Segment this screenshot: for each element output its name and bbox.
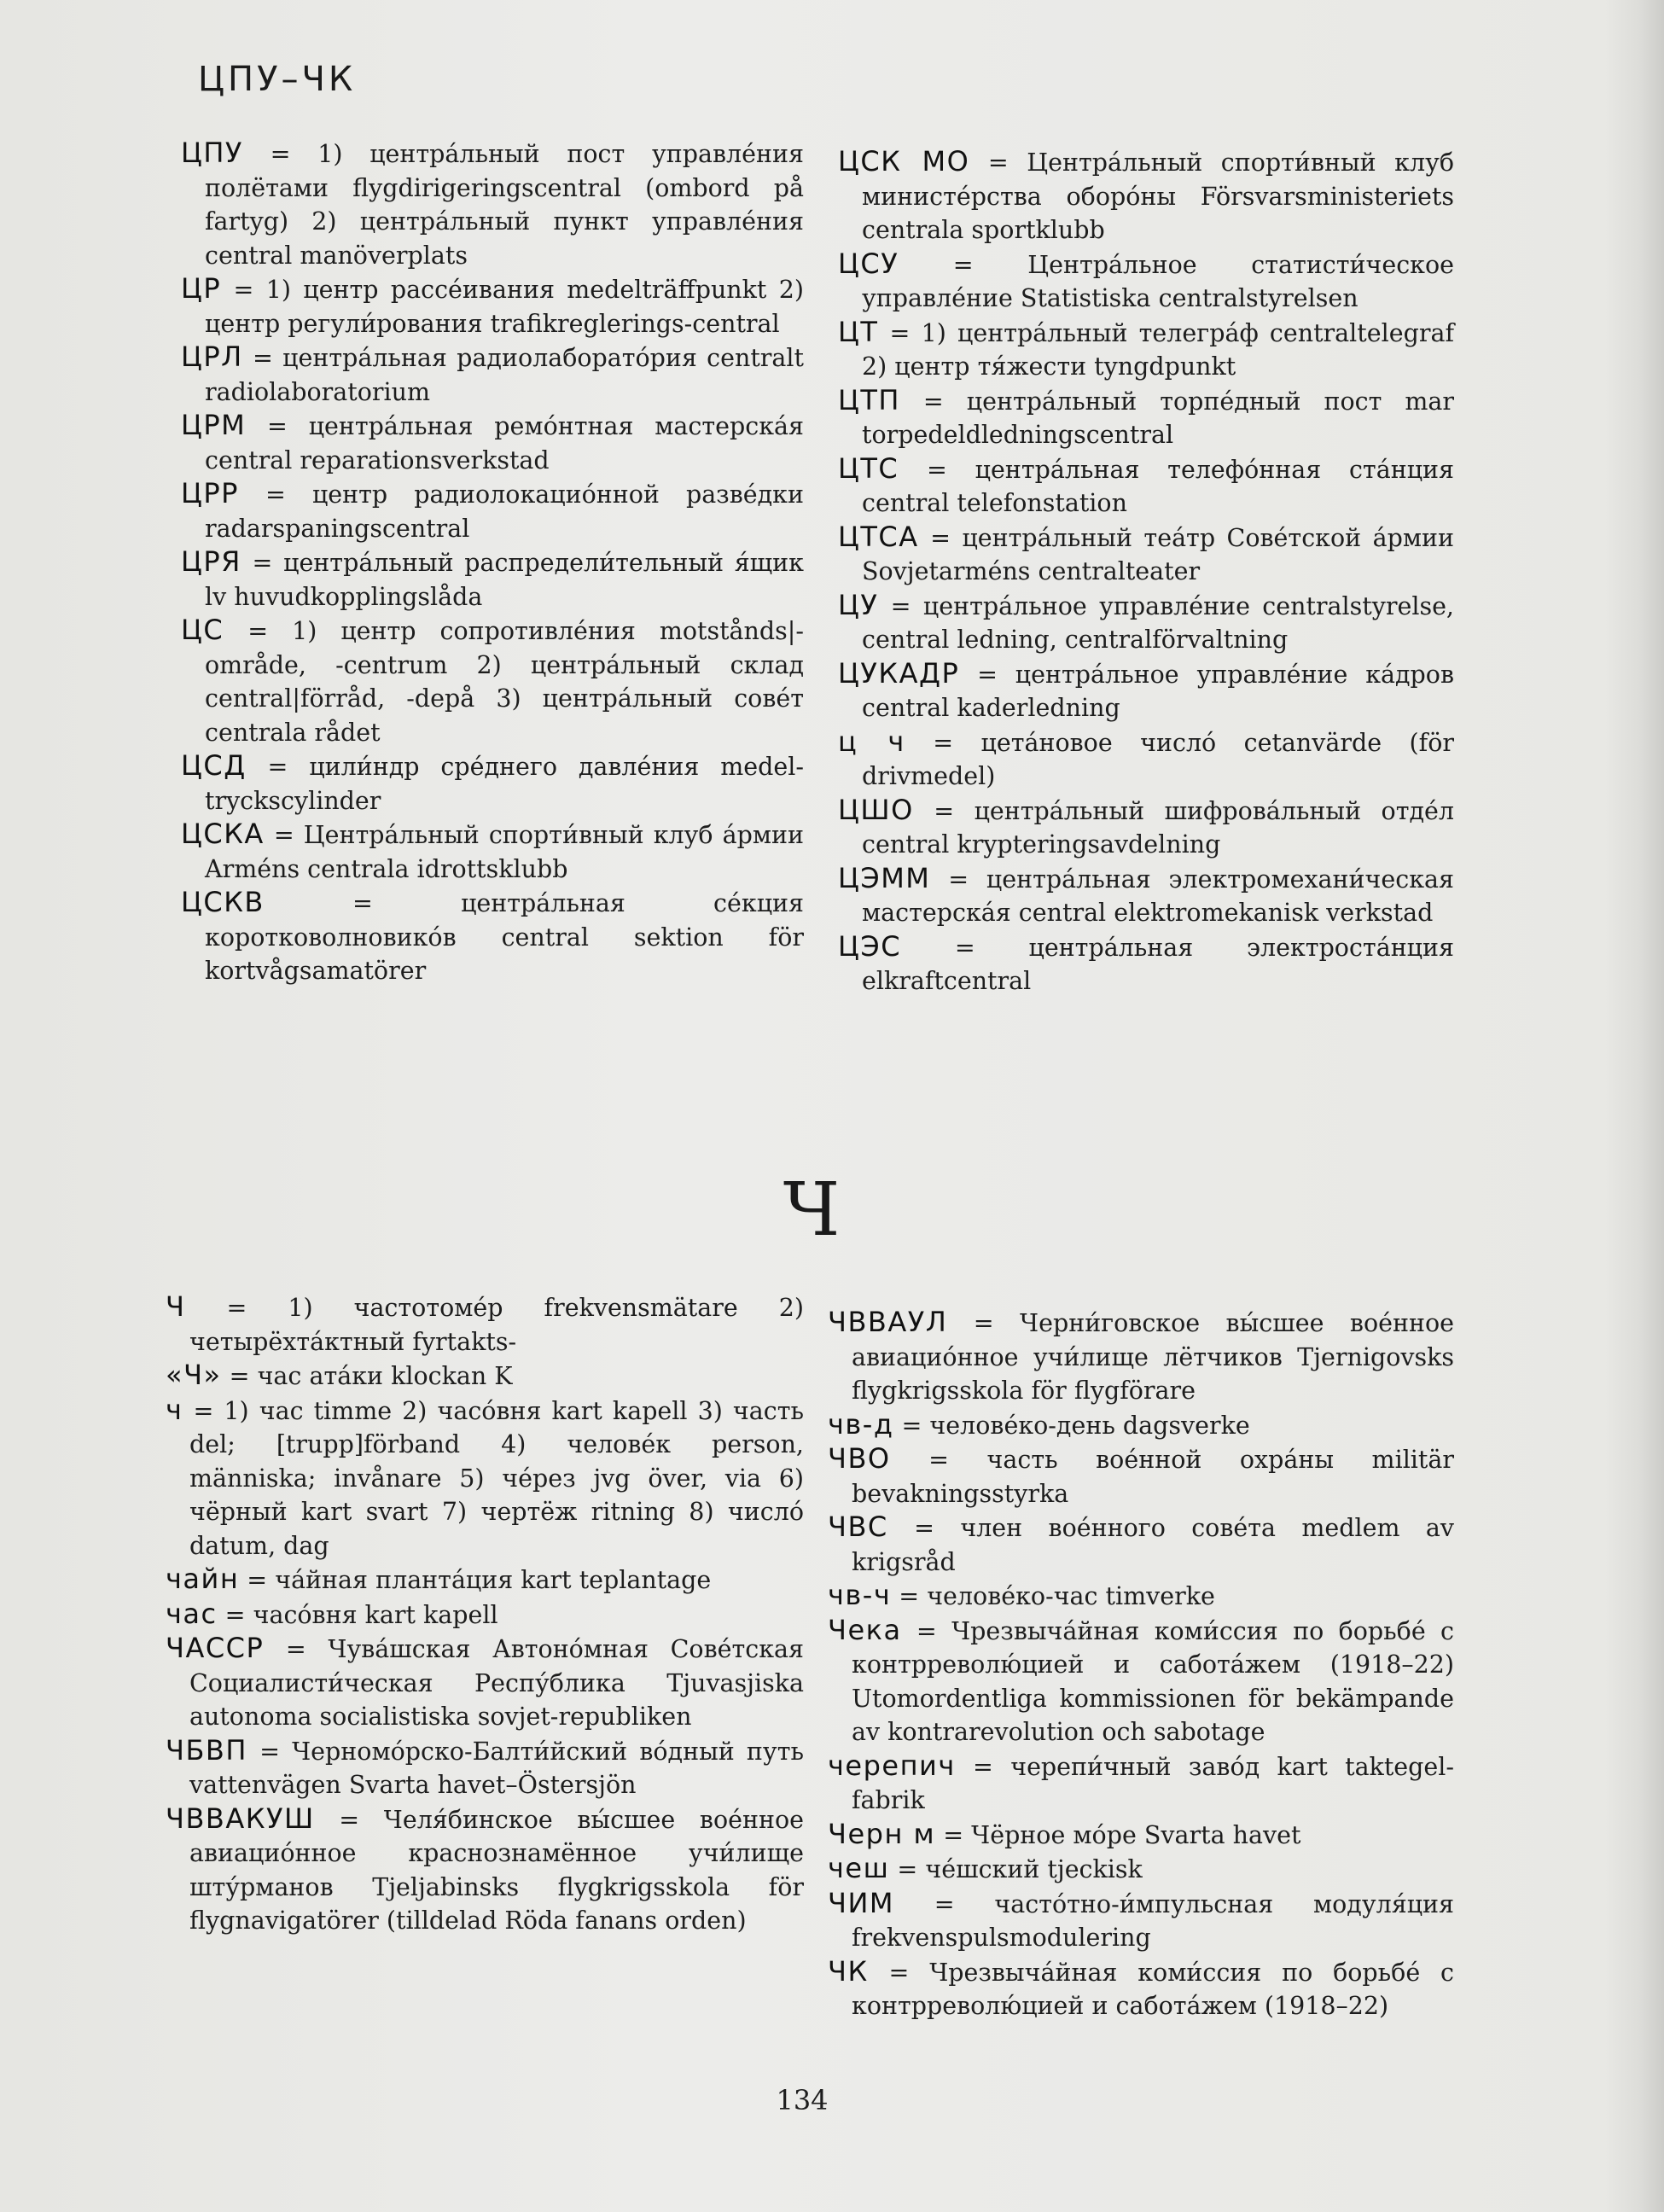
dictionary-entry xyxy=(828,1887,1454,1955)
column-right-top xyxy=(838,145,1454,998)
entry-definition: = Черномо́рско-Балти́йский во́дный путь vattenvägen Svarta havet–Östersjön xyxy=(189,1737,804,1799)
entry-definition: = центра́льная электроста́нция elkraftcentral xyxy=(862,933,1454,995)
dictionary-entry xyxy=(828,1955,1454,2023)
entry-definition: = Центра́льное статисти́ческое управле́ние Statistiska centralstyrelsen xyxy=(862,250,1454,312)
entry-headword: Черн м xyxy=(828,1817,936,1850)
entry-headword: ЦТ xyxy=(838,315,879,348)
entry-definition: = центра́льная ремо́нтная мастерска́я central reparationsverkstad xyxy=(205,412,804,474)
dictionary-entry xyxy=(181,477,804,545)
dictionary-entry xyxy=(181,614,804,749)
entry-definition: = челове́ко-день dagsverke xyxy=(893,1411,1250,1440)
dictionary-entry xyxy=(181,886,804,988)
entry-headword: ЧВО xyxy=(828,1442,891,1475)
entry-definition: = центра́льная телефо́нная ста́нция central telefonstation xyxy=(862,455,1454,517)
entry-definition: = 1) частотоме́р frekvensmätare 2) четырёхта́ктный fyrtakts- xyxy=(185,1294,804,1356)
dictionary-entry xyxy=(838,930,1454,998)
entry-headword: ЦС xyxy=(181,614,224,646)
dictionary-entry xyxy=(828,1852,1454,1887)
entry-headword: «Ч» xyxy=(166,1359,222,1391)
dictionary-entry xyxy=(838,145,1454,247)
entry-headword: ЦПУ xyxy=(181,137,243,169)
entry-definition: = центр радиолокацио́нной разве́дки radarspaningscentral xyxy=(205,480,804,543)
entry-headword: ЦРМ xyxy=(181,409,247,441)
dictionary-entry xyxy=(828,1511,1454,1579)
dictionary-entry xyxy=(166,1734,804,1802)
dictionary-entry xyxy=(181,341,804,409)
entry-headword: черепич xyxy=(828,1749,956,1782)
entry-definition: = челове́ко-час timverke xyxy=(891,1582,1215,1610)
column-left-top xyxy=(181,137,804,988)
entry-headword: ЦТП xyxy=(838,383,900,416)
entry-definition: = 1) центра́льный телегра́ф centraltelegraf 2) центр тя́жести tyngdpunkt xyxy=(862,318,1454,381)
dictionary-entry xyxy=(166,1598,804,1633)
dictionary-entry xyxy=(181,272,804,341)
entry-headword: ЦУ xyxy=(838,588,879,621)
entry-headword: Чека xyxy=(828,1613,902,1646)
entry-headword: ЦТС xyxy=(838,451,899,485)
dictionary-entry xyxy=(828,1442,1454,1511)
entry-definition: = ча́йная планта́ция kart teplantage xyxy=(239,1566,712,1594)
entry-definition: = час ата́ки klockan K xyxy=(221,1362,513,1390)
entry-definition: = центра́льное управле́ние ка́дров central kaderledning xyxy=(862,660,1454,722)
entry-headword: ЦТСА xyxy=(838,520,919,553)
dictionary-entry xyxy=(166,1802,804,1938)
dictionary-entry xyxy=(838,384,1454,452)
dictionary-entry xyxy=(838,247,1454,316)
dictionary-entry xyxy=(838,725,1454,794)
entry-headword: ч xyxy=(166,1393,183,1426)
dictionary-entry xyxy=(166,1290,804,1359)
dictionary-entry xyxy=(838,657,1454,725)
page-edge-shadow xyxy=(1604,0,1664,2212)
entry-definition: = Чува́шская Автоно́мная Сове́тская Социалисти́ческая Респу́блика Tjuvasjiska autonoma socialistiska sovjet-republiken xyxy=(189,1635,804,1731)
entry-definition: = центра́льный торпе́дный пост mar torpedeldledningscentral xyxy=(862,387,1454,449)
dictionary-entry xyxy=(828,1614,1454,1749)
entry-definition: = центра́льный шифрова́льный отде́л central krypteringsavdelning xyxy=(862,796,1454,859)
entry-definition: = че́шский tjeckisk xyxy=(889,1855,1143,1883)
dictionary-entry xyxy=(828,1818,1454,1853)
dictionary-entry xyxy=(828,1306,1454,1408)
entry-definition: = Чрезвыча́йная коми́ссия по борьбе́ с контрреволю́цией и сабота́жем (1918–22) xyxy=(852,1958,1454,2020)
entry-headword: Ч xyxy=(166,1290,186,1323)
entry-definition: = Центра́льный спорти́вный клуб министе́рства оборо́ны Försvarsministeriets centrala sportklubb xyxy=(862,148,1454,244)
dictionary-entry xyxy=(828,1408,1454,1443)
dictionary-entry xyxy=(181,545,804,614)
entry-headword: ЦСД xyxy=(181,749,247,782)
entry-definition: = центра́льная се́кция коротковолнoвико́в central sektion för kortvågsamatörer xyxy=(205,889,804,985)
dictionary-entry xyxy=(838,452,1454,521)
entry-headword: ЦЭММ xyxy=(838,861,931,894)
page-number: 134 xyxy=(776,2084,829,2116)
running-head: ЦПУ–ЧК xyxy=(198,60,357,99)
entry-definition: = 1) центра́льный пост управле́ния полётами flygdirigeringscentral (ombord på fartyg) 2) центра́льный пункт управле́ния central manöverplats xyxy=(205,140,804,270)
entry-definition: = центра́льная радиолаборато́рия centralt radiolaboratorium xyxy=(205,344,804,406)
entry-definition: = цета́новое число́ cetanvärde (för drivmedel) xyxy=(862,728,1454,790)
entry-definition: = Центра́льный спорти́вный клуб а́рмии Arméns centrala idrottsklubb xyxy=(205,821,804,883)
dictionary-entry xyxy=(166,1394,804,1563)
entry-headword: чайн xyxy=(166,1563,240,1595)
entry-definition: = центра́льный распредели́тельный я́щик lv huvudkopplingslåda xyxy=(205,549,804,611)
entry-definition: = 1) час timme 2) часо́вня kart kapell 3) часть del; [trupp]förband 4) челове́к person, människa; invånare 5) че́рез jvg över, via 6) чёрный kart svart 7) чертёж ritning 8) число́ datum, dag xyxy=(183,1396,804,1560)
entry-definition: = цили́ндр сре́днего давле́ния medel-tryckscylinder xyxy=(205,753,804,815)
entry-headword: ЦСКВ xyxy=(181,886,265,918)
entry-definition: = Черни́говское вы́сшее вое́нное авиацио́нное учи́лище лётчиков Tjernigovsks flygkrigsskola för flygförare xyxy=(852,1309,1454,1405)
column-left-bottom xyxy=(166,1290,804,1938)
entry-definition: = центра́льная электромехани́ческая мастерска́я central elektromekanisk verkstad xyxy=(862,864,1454,927)
dictionary-entry xyxy=(838,794,1454,862)
entry-headword: ЧБВП xyxy=(166,1733,247,1767)
entry-headword: ЦСУ xyxy=(838,247,899,280)
entry-headword: ЦШО xyxy=(838,793,914,826)
dictionary-entry xyxy=(166,1563,804,1598)
entry-definition: = 1) центр сопротивле́ния motstånds|-område, -centrum 2) центра́льный склад central|förråd, -depå 3) центра́льный сове́т centrala rådet xyxy=(205,617,804,747)
entry-headword: ЦР xyxy=(181,272,222,305)
entry-definition: = Челя́бинское вы́сшее вое́нное авиацио́нное краснознамённое учи́лище шту́рманов Tjeljabinsks flygkrigsskola för flygnavigatörer (tilldelad Röda fanans orden) xyxy=(189,1805,804,1935)
entry-definition: = член вое́нного сове́та medlem av krigsråd xyxy=(852,1514,1454,1576)
dictionary-entry xyxy=(838,862,1454,930)
dictionary-entry xyxy=(838,589,1454,657)
entry-definition: = часо́вня kart kapell xyxy=(217,1600,498,1629)
entry-headword: ЧК xyxy=(828,1954,869,1988)
dictionary-entry xyxy=(166,1632,804,1734)
entry-headword: ЧВС xyxy=(828,1511,888,1543)
entry-headword: ЦРР xyxy=(181,477,239,509)
entry-definition: = центра́льный теа́тр Сове́тской а́рмии Sovjetarméns centralteater xyxy=(862,523,1454,585)
dictionary-entry xyxy=(838,316,1454,384)
entry-headword: ЦРЯ xyxy=(181,545,241,578)
dictionary-entry xyxy=(181,409,804,477)
entry-headword: ЦУКАДР xyxy=(838,656,960,690)
dictionary-entry xyxy=(181,749,804,818)
section-letter: Ч xyxy=(783,1167,841,1253)
entry-headword: чв-ч xyxy=(828,1579,892,1611)
entry-definition: = часто́тно-и́мпульсная модуля́ция frekvenspulsmodulering xyxy=(852,1889,1454,1952)
entry-definition: = 1) центр рассе́ивания medelträffpunkt 2) центр регули́рования trafikreglerings-central xyxy=(205,276,804,338)
entry-definition: = Чрезвыча́йная коми́ссия по борьбе́ с контрреволю́цией и сабота́жем (1918–22) Utomordentliga kommissionen för bekämpande av kontrarevolution och sabotage xyxy=(852,1616,1454,1746)
entry-definition: = Чёрное мо́ре Svarta havet xyxy=(935,1820,1301,1849)
entry-headword: ЦСК МО xyxy=(838,145,970,178)
entry-definition: = черепи́чный заво́д kart taktegel-fabrik xyxy=(852,1752,1454,1814)
dictionary-entry xyxy=(828,1749,1454,1818)
dictionary-entry xyxy=(181,818,804,886)
entry-headword: чв-д xyxy=(828,1407,894,1441)
entry-definition: = часть вое́нной охра́ны militär bevakningsstyrka xyxy=(852,1446,1454,1508)
dictionary-entry xyxy=(181,137,804,272)
dictionary-entry xyxy=(828,1579,1454,1614)
entry-headword: ЧВВАУЛ xyxy=(828,1306,948,1338)
entry-headword: ЦЭС xyxy=(838,929,902,963)
entry-headword: ц ч xyxy=(838,725,905,758)
entry-definition: = центра́льное управле́ние centralstyrelse, central ledning, centralförvaltning xyxy=(862,591,1454,654)
entry-headword: чеш xyxy=(828,1852,890,1884)
entry-headword: ЧАССР xyxy=(166,1632,265,1664)
dictionary-entry xyxy=(838,521,1454,589)
entry-headword: ЦСКА xyxy=(181,818,265,850)
entry-headword: ЧИМ xyxy=(828,1886,894,1919)
entry-headword: час xyxy=(166,1597,218,1630)
dictionary-entry xyxy=(166,1359,804,1394)
column-right-bottom xyxy=(828,1306,1454,2023)
entry-headword: ЧВВАКУШ xyxy=(166,1802,315,1835)
entry-headword: ЦРЛ xyxy=(181,341,243,373)
